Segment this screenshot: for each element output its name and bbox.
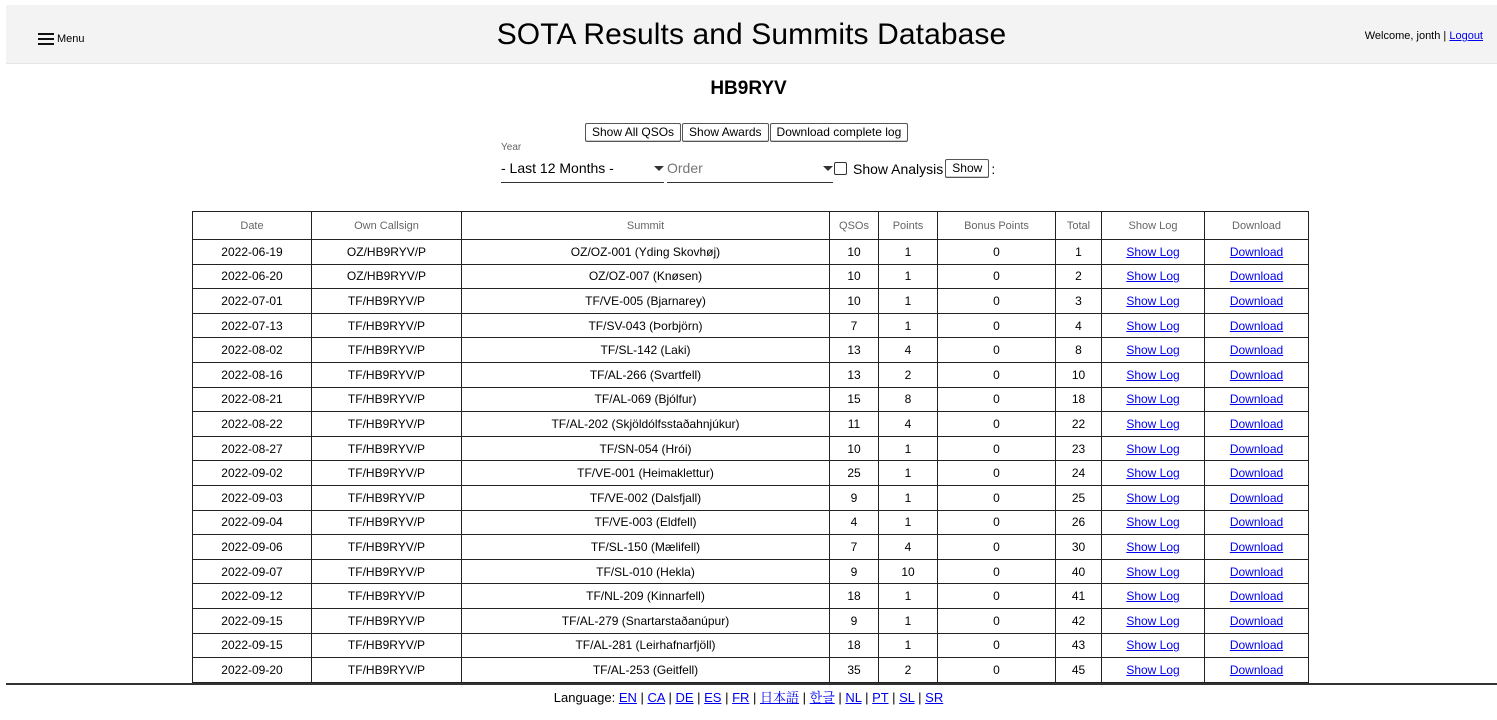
bonus-points-cell: 0 — [938, 461, 1056, 486]
show-log-cell — [1102, 313, 1205, 338]
analysis-controls — [834, 159, 995, 178]
language-link[interactable]: EN — [618, 690, 637, 705]
download-cell — [1205, 240, 1309, 265]
bonus-points-cell: 0 — [938, 240, 1056, 265]
bonus-points-cell: 0 — [938, 387, 1056, 412]
table-row — [193, 461, 1309, 486]
summit-cell: TF/SN-054 (Hrói) — [462, 436, 830, 461]
show-log-link[interactable]: Show Log — [1126, 269, 1180, 284]
own-callsign-cell: TF/HB9RYV/P — [312, 289, 462, 314]
table-row — [193, 264, 1309, 289]
own-callsign-cell: TF/HB9RYV/P — [312, 658, 462, 683]
own-callsign-cell: TF/HB9RYV/P — [312, 584, 462, 609]
show-log-cell — [1102, 387, 1205, 412]
points-cell: 4 — [879, 338, 938, 363]
separator: | — [861, 690, 873, 705]
column-header: Summit — [462, 212, 830, 240]
separator: | — [721, 690, 733, 705]
show-log-link[interactable]: Show Log — [1126, 613, 1180, 628]
site-title: SOTA Results and Summits Database — [496, 18, 1007, 51]
total-cell: 3 — [1056, 289, 1102, 314]
separator: | — [799, 690, 810, 705]
show-log-cell — [1102, 289, 1205, 314]
date-cell: 2022-07-13 — [193, 313, 312, 338]
own-callsign-cell: TF/HB9RYV/P — [312, 313, 462, 338]
date-cell: 2022-08-16 — [193, 362, 312, 387]
download-cell — [1205, 510, 1309, 535]
bonus-points-cell: 0 — [938, 313, 1056, 338]
table-row — [193, 387, 1309, 412]
table-row — [193, 412, 1309, 437]
qsos-cell: 10 — [830, 289, 879, 314]
summit-cell: TF/VE-003 (Eldfell) — [462, 510, 830, 535]
download-link[interactable]: Download — [1229, 269, 1284, 284]
show-log-cell — [1102, 338, 1205, 363]
language-links — [619, 690, 943, 705]
date-cell: 2022-09-20 — [193, 658, 312, 683]
separator: | — [1443, 30, 1447, 42]
column-header: Bonus Points — [938, 212, 1056, 240]
summit-cell: OZ/OZ-007 (Knøsen) — [462, 264, 830, 289]
site-header — [6, 5, 1497, 64]
points-cell: 1 — [879, 240, 938, 265]
separator: | — [888, 690, 900, 705]
table-row — [193, 658, 1309, 683]
summit-cell: TF/AL-202 (Skjöldólfsstaðahnjúkur) — [462, 412, 830, 437]
download-link[interactable]: Download — [1229, 343, 1284, 358]
total-cell: 43 — [1056, 633, 1102, 658]
bonus-points-cell: 0 — [938, 633, 1056, 658]
points-cell: 1 — [879, 313, 938, 338]
own-callsign-cell: TF/HB9RYV/P — [312, 608, 462, 633]
date-cell: 2022-09-02 — [193, 461, 312, 486]
download-cell — [1205, 584, 1309, 609]
show-log-cell — [1102, 559, 1205, 584]
show-log-link[interactable]: Show Log — [1126, 343, 1180, 358]
total-cell: 2 — [1056, 264, 1102, 289]
download-cell — [1205, 264, 1309, 289]
own-callsign-cell: TF/HB9RYV/P — [312, 338, 462, 363]
summit-cell: TF/AL-281 (Leirhafnarfjöll) — [462, 633, 830, 658]
column-header: Download — [1205, 212, 1309, 240]
column-header: Own Callsign — [312, 212, 462, 240]
logout-link[interactable]: Logout — [1449, 30, 1483, 42]
show-log-cell — [1102, 436, 1205, 461]
column-header: Date — [193, 212, 312, 240]
date-cell: 2022-09-07 — [193, 559, 312, 584]
column-header: Show Log — [1102, 212, 1205, 240]
show-button[interactable]: Show — [945, 159, 989, 178]
bonus-points-cell: 0 — [938, 535, 1056, 560]
bonus-points-cell: 0 — [938, 338, 1056, 363]
download-link[interactable]: Download — [1229, 293, 1284, 308]
show-log-cell — [1102, 461, 1205, 486]
own-callsign-cell: TF/HB9RYV/P — [312, 485, 462, 510]
qsos-cell: 18 — [830, 633, 879, 658]
column-header: Points — [879, 212, 938, 240]
total-cell: 41 — [1056, 584, 1102, 609]
table-row — [193, 485, 1309, 510]
footer-divider — [6, 683, 1497, 685]
own-callsign-cell: TF/HB9RYV/P — [312, 510, 462, 535]
download-link[interactable]: Download — [1229, 416, 1284, 431]
download-cell — [1205, 633, 1309, 658]
table-body — [193, 240, 1309, 683]
total-cell: 4 — [1056, 313, 1102, 338]
own-callsign-cell: TF/HB9RYV/P — [312, 362, 462, 387]
separator: | — [749, 690, 761, 705]
table-row — [193, 559, 1309, 584]
show-log-cell — [1102, 535, 1205, 560]
show-log-cell — [1102, 658, 1205, 683]
caret-down-icon — [654, 166, 664, 171]
total-cell: 18 — [1056, 387, 1102, 412]
show-log-link[interactable]: Show Log — [1126, 466, 1180, 481]
show-log-cell — [1102, 240, 1205, 265]
separator: | — [914, 690, 926, 705]
language-link[interactable]: NL — [845, 690, 862, 705]
table-row — [193, 608, 1309, 633]
qsos-cell: 25 — [830, 461, 879, 486]
table-row — [193, 633, 1309, 658]
download-cell — [1205, 535, 1309, 560]
show-log-link[interactable]: Show Log — [1126, 515, 1180, 530]
own-callsign-cell: TF/HB9RYV/P — [312, 412, 462, 437]
show-awards-button[interactable]: Show Awards — [682, 123, 769, 142]
table-row — [193, 436, 1309, 461]
points-cell: 1 — [879, 485, 938, 510]
menu-label: Menu — [57, 33, 85, 45]
show-log-link[interactable]: Show Log — [1126, 318, 1180, 333]
download-cell — [1205, 362, 1309, 387]
points-cell: 4 — [879, 535, 938, 560]
date-cell: 2022-09-04 — [193, 510, 312, 535]
download-link[interactable]: Download — [1229, 613, 1284, 628]
separator: | — [693, 690, 705, 705]
language-link[interactable]: PT — [872, 690, 889, 705]
language-link[interactable]: 日本語 — [760, 690, 800, 705]
bonus-points-cell: 0 — [938, 264, 1056, 289]
summit-cell: TF/AL-279 (Snartarstaðanúpur) — [462, 608, 830, 633]
show-log-link[interactable]: Show Log — [1126, 589, 1180, 604]
download-link[interactable]: Download — [1229, 318, 1284, 333]
language-link[interactable]: ES — [704, 690, 722, 705]
summit-cell: TF/AL-253 (Geitfell) — [462, 658, 830, 683]
download-cell — [1205, 658, 1309, 683]
show-log-cell — [1102, 608, 1205, 633]
download-cell — [1205, 313, 1309, 338]
table-row — [193, 584, 1309, 609]
points-cell: 8 — [879, 387, 938, 412]
points-cell: 1 — [879, 264, 938, 289]
bonus-points-cell: 0 — [938, 658, 1056, 683]
bonus-points-cell: 0 — [938, 608, 1056, 633]
points-cell: 1 — [879, 584, 938, 609]
show-log-cell — [1102, 510, 1205, 535]
download-link[interactable]: Download — [1229, 244, 1284, 259]
summit-cell: TF/SL-142 (Laki) — [462, 338, 830, 363]
date-cell: 2022-08-21 — [193, 387, 312, 412]
points-cell: 1 — [879, 461, 938, 486]
total-cell: 8 — [1056, 338, 1102, 363]
bonus-points-cell: 0 — [938, 584, 1056, 609]
date-cell: 2022-09-12 — [193, 584, 312, 609]
show-log-cell — [1102, 485, 1205, 510]
table-row — [193, 535, 1309, 560]
download-cell — [1205, 436, 1309, 461]
qsos-cell: 15 — [830, 387, 879, 412]
activations-table — [192, 211, 1309, 683]
own-callsign-cell: TF/HB9RYV/P — [312, 387, 462, 412]
date-cell: 2022-06-20 — [193, 264, 312, 289]
total-cell: 40 — [1056, 559, 1102, 584]
qsos-cell: 9 — [830, 485, 879, 510]
summit-cell: TF/AL-266 (Svartfell) — [462, 362, 830, 387]
download-link[interactable]: Download — [1229, 662, 1284, 677]
column-header: QSOs — [830, 212, 879, 240]
date-cell: 2022-09-15 — [193, 608, 312, 633]
separator: | — [834, 690, 846, 705]
date-cell: 2022-08-22 — [193, 412, 312, 437]
show-log-link[interactable]: Show Log — [1126, 367, 1180, 382]
language-link[interactable]: CA — [647, 690, 665, 705]
show-log-link[interactable]: Show Log — [1126, 441, 1180, 456]
caret-down-icon — [823, 166, 833, 171]
show-log-link[interactable]: Show Log — [1126, 392, 1180, 407]
points-cell: 1 — [879, 289, 938, 314]
summit-cell: TF/VE-002 (Dalsfjall) — [462, 485, 830, 510]
summit-cell: TF/AL-069 (Bjólfur) — [462, 387, 830, 412]
total-cell: 30 — [1056, 535, 1102, 560]
total-cell: 1 — [1056, 240, 1102, 265]
date-cell: 2022-06-19 — [193, 240, 312, 265]
date-cell: 2022-09-15 — [193, 633, 312, 658]
summit-cell: TF/SV-043 (Þorbjörn) — [462, 313, 830, 338]
download-link[interactable]: Download — [1229, 515, 1284, 530]
download-link[interactable]: Download — [1229, 466, 1284, 481]
table-row — [193, 338, 1309, 363]
total-cell: 23 — [1056, 436, 1102, 461]
download-cell — [1205, 338, 1309, 363]
total-cell: 10 — [1056, 362, 1102, 387]
bonus-points-cell: 0 — [938, 436, 1056, 461]
download-link[interactable]: Download — [1229, 441, 1284, 456]
language-link[interactable]: SL — [899, 690, 915, 705]
show-log-cell — [1102, 584, 1205, 609]
own-callsign-cell: TF/HB9RYV/P — [312, 535, 462, 560]
language-label: Language: — [553, 690, 616, 705]
qsos-cell: 7 — [830, 313, 879, 338]
bonus-points-cell: 0 — [938, 362, 1056, 387]
show-log-cell — [1102, 362, 1205, 387]
table-row — [193, 240, 1309, 265]
qsos-cell: 13 — [830, 362, 879, 387]
download-cell — [1205, 289, 1309, 314]
show-analysis-label: Show Analysis — [853, 160, 944, 177]
show-analysis-checkbox[interactable] — [834, 162, 847, 175]
qsos-cell: 7 — [830, 535, 879, 560]
date-cell: 2022-09-03 — [193, 485, 312, 510]
show-log-link[interactable]: Show Log — [1126, 662, 1180, 677]
own-callsign-cell: TF/HB9RYV/P — [312, 633, 462, 658]
show-all-qsos-button[interactable]: Show All QSOs — [585, 123, 681, 142]
qsos-cell: 10 — [830, 264, 879, 289]
show-log-cell — [1102, 633, 1205, 658]
download-link[interactable]: Download — [1229, 589, 1284, 604]
show-log-link[interactable]: Show Log — [1126, 539, 1180, 554]
total-cell: 45 — [1056, 658, 1102, 683]
points-cell: 2 — [879, 658, 938, 683]
order-select-placeholder: Order — [667, 160, 703, 176]
show-log-link[interactable]: Show Log — [1126, 490, 1180, 505]
total-cell: 25 — [1056, 485, 1102, 510]
download-cell — [1205, 412, 1309, 437]
column-header: Total — [1056, 212, 1102, 240]
download-link[interactable]: Download — [1229, 490, 1284, 505]
show-log-link[interactable]: Show Log — [1126, 638, 1180, 653]
own-callsign-cell: TF/HB9RYV/P — [312, 461, 462, 486]
download-link[interactable]: Download — [1229, 539, 1284, 554]
own-callsign-cell: TF/HB9RYV/P — [312, 436, 462, 461]
summit-cell: TF/VE-001 (Heimaklettur) — [462, 461, 830, 486]
total-cell: 26 — [1056, 510, 1102, 535]
points-cell: 4 — [879, 412, 938, 437]
year-select-value: - Last 12 Months - — [501, 160, 614, 176]
qsos-cell: 10 — [830, 436, 879, 461]
separator: | — [636, 690, 648, 705]
bonus-points-cell: 0 — [938, 289, 1056, 314]
points-cell: 1 — [879, 510, 938, 535]
download-cell — [1205, 461, 1309, 486]
download-link[interactable]: Download — [1229, 564, 1284, 579]
download-link[interactable]: Download — [1229, 392, 1284, 407]
year-select[interactable] — [501, 158, 664, 183]
qsos-cell: 9 — [830, 608, 879, 633]
summit-cell: TF/VE-005 (Bjarnarey) — [462, 289, 830, 314]
show-log-cell — [1102, 412, 1205, 437]
points-cell: 10 — [879, 559, 938, 584]
total-cell: 22 — [1056, 412, 1102, 437]
bonus-points-cell: 0 — [938, 412, 1056, 437]
summit-cell: OZ/OZ-001 (Yding Skovhøj) — [462, 240, 830, 265]
bonus-points-cell: 0 — [938, 510, 1056, 535]
qsos-cell: 10 — [830, 240, 879, 265]
table-row — [193, 362, 1309, 387]
total-cell: 24 — [1056, 461, 1102, 486]
year-label: Year — [501, 142, 522, 153]
page-title: HB9RYV — [710, 78, 787, 99]
show-log-link[interactable]: Show Log — [1126, 416, 1180, 431]
language-footer — [0, 687, 1497, 706]
qsos-cell: 13 — [830, 338, 879, 363]
table-row — [193, 510, 1309, 535]
download-link[interactable]: Download — [1229, 367, 1284, 382]
table-row — [193, 313, 1309, 338]
own-callsign-cell: OZ/HB9RYV/P — [312, 264, 462, 289]
language-link[interactable]: SR — [925, 690, 944, 705]
points-cell: 1 — [879, 633, 938, 658]
date-cell: 2022-09-06 — [193, 535, 312, 560]
download-cell — [1205, 608, 1309, 633]
download-cell — [1205, 387, 1309, 412]
order-select[interactable] — [667, 158, 833, 183]
points-cell: 2 — [879, 362, 938, 387]
user-info — [1365, 30, 1483, 42]
own-callsign-cell: TF/HB9RYV/P — [312, 559, 462, 584]
welcome-text: Welcome, jonth — [1364, 30, 1441, 42]
qsos-cell: 11 — [830, 412, 879, 437]
date-cell: 2022-08-27 — [193, 436, 312, 461]
summit-cell: TF/NL-209 (Kinnarfell) — [462, 584, 830, 609]
summit-cell: TF/SL-150 (Mælifell) — [462, 535, 830, 560]
qsos-cell: 18 — [830, 584, 879, 609]
points-cell: 1 — [879, 608, 938, 633]
show-log-link[interactable]: Show Log — [1126, 244, 1180, 259]
show-log-link[interactable]: Show Log — [1126, 564, 1180, 579]
qsos-cell: 4 — [830, 510, 879, 535]
date-cell: 2022-08-02 — [193, 338, 312, 363]
download-cell — [1205, 485, 1309, 510]
language-link[interactable]: 한글 — [809, 690, 835, 705]
points-cell: 1 — [879, 436, 938, 461]
bonus-points-cell: 0 — [938, 485, 1056, 510]
table-row — [193, 289, 1309, 314]
summit-cell: TF/SL-010 (Hekla) — [462, 559, 830, 584]
qsos-cell: 35 — [830, 658, 879, 683]
download-cell — [1205, 559, 1309, 584]
total-cell: 42 — [1056, 608, 1102, 633]
language-link[interactable]: FR — [732, 690, 750, 705]
show-log-cell — [1102, 264, 1205, 289]
download-link[interactable]: Download — [1229, 638, 1284, 653]
bonus-points-cell: 0 — [938, 559, 1056, 584]
own-callsign-cell: OZ/HB9RYV/P — [312, 240, 462, 265]
table-header-row — [193, 212, 1309, 240]
language-link[interactable]: DE — [675, 690, 694, 705]
date-cell: 2022-07-01 — [193, 289, 312, 314]
separator: | — [664, 690, 676, 705]
trailing-colon: : — [991, 160, 996, 177]
download-complete-log-button[interactable]: Download complete log — [770, 123, 909, 142]
qsos-cell: 9 — [830, 559, 879, 584]
show-log-link[interactable]: Show Log — [1126, 293, 1180, 308]
action-buttons — [585, 123, 909, 142]
